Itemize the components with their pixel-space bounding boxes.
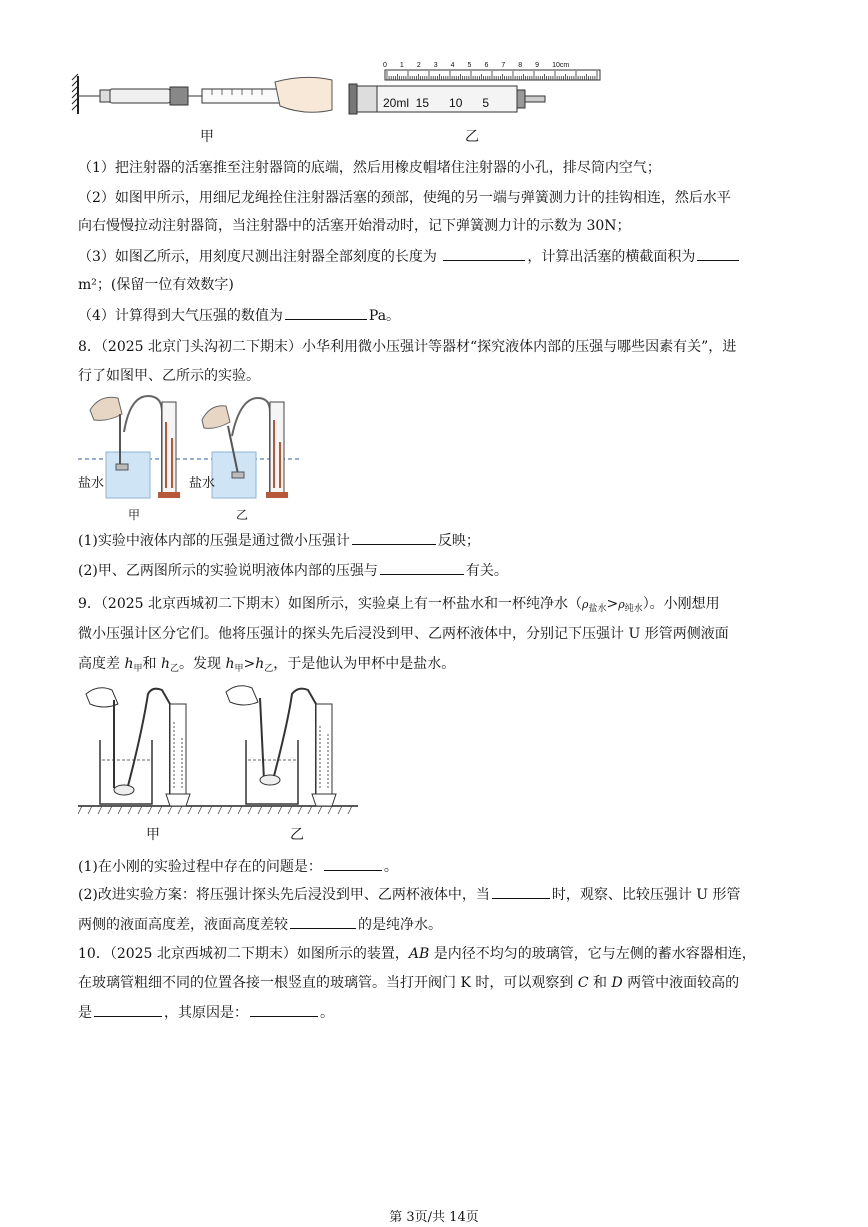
- q8-stem-line2: 行了如图甲、乙所示的实验。: [78, 368, 260, 384]
- q9-sub2-text: (2)改进实验方案：将压强计探头先后浸没到甲、乙两杯液体中，当: [78, 887, 490, 903]
- subscript-a: 甲: [133, 664, 143, 674]
- q9-stem-line1: [78, 594, 720, 619]
- q10-line3-mid: ，其原因是：: [164, 1005, 248, 1021]
- ruler-number: 0: [383, 62, 387, 69]
- h-symbol: h: [124, 656, 134, 672]
- q9-sub1-tail: 。: [383, 859, 398, 875]
- ruler-number: 2: [416, 62, 421, 69]
- q7-step4: [78, 305, 400, 326]
- pressure-gauge-figure-q9: [78, 682, 358, 822]
- greater-than: >: [606, 596, 619, 612]
- q9-figure-label-a: 甲: [146, 827, 160, 843]
- ruler-number: 4: [450, 62, 455, 69]
- q10-line2-text: 在玻璃管粗细不同的位置各接一根竖直的玻璃管。当打开阀门 K 时，可以观察到: [78, 975, 578, 991]
- subscript-a: 甲: [234, 664, 244, 674]
- q7-step3-text: （3）如图乙所示，用刻度尺测出注射器全部刻度的长度为: [78, 249, 442, 265]
- q9-stem-text: 9．（2025 北京西城初二下期末）如图所示，实验桌上有一杯盐水和一杯纯净水（: [78, 596, 582, 612]
- q9-figure-label-b: 乙: [290, 827, 304, 843]
- q9-stem-tail: ）。小刚想用: [642, 596, 720, 612]
- q9-sub2-line1: [78, 884, 741, 905]
- q7-step4-unit: Pa。: [368, 308, 401, 324]
- q9-stem-line3: [78, 654, 455, 679]
- greater-than: >: [243, 656, 256, 672]
- q8-figure-label-b: 乙: [236, 508, 249, 522]
- q9-sub2-line2: [78, 914, 442, 935]
- q7-step2-line2: 向右慢慢拉动注射器筒，当注射器中的活塞开始滑动时，记下弹簧测力计的示数为 30N；: [78, 218, 631, 234]
- ruler-number: 3: [433, 62, 438, 69]
- answer-blank[interactable]: [697, 246, 739, 261]
- h-symbol: h: [225, 656, 235, 672]
- rho-symbol: ρ: [618, 598, 625, 611]
- and-text: 和: [588, 975, 612, 991]
- q9-stem-line2: 微小压强计区分它们。他将压强计的探头先后浸没到甲、乙两杯液体中，分别记下压强计 U 形管两侧液面: [78, 626, 729, 642]
- q7-step3-line1: [78, 246, 741, 267]
- syringe-b-scale-text: 20ml 15 10 5: [383, 96, 490, 110]
- q10-stem-line1: [78, 944, 756, 964]
- q10-stem-line2: [78, 973, 739, 993]
- ruler-number: 5: [467, 62, 472, 69]
- h-symbol: h: [255, 656, 265, 672]
- q7-step1: （1）把注射器的活塞推至注射器筒的底端，然后用橡皮帽堵住注射器的小孔，排尽筒内空气；: [78, 160, 661, 176]
- answer-blank[interactable]: [324, 856, 382, 871]
- q8-liquid-label-a: 盐水: [78, 476, 105, 491]
- answer-blank[interactable]: [290, 914, 356, 929]
- figure-label-a: 甲: [200, 129, 214, 145]
- q8-figure-label-a: 甲: [128, 508, 141, 522]
- q8-sub2-text: (2)甲、乙两图所示的实验说明液体内部的压强与: [78, 563, 378, 579]
- q10-line3-text: 是: [78, 1005, 92, 1021]
- q8-sub1: [78, 530, 480, 551]
- q8-sub1-text: (1)实验中液体内部的压强是通过微小压强计: [78, 533, 350, 549]
- q8-stem-line1: 8．（2025 北京门头沟初二下期末）小华利用微小压强计等器材“探究液体内部的压强与哪些因素有关”，进: [78, 339, 737, 355]
- pressure-gauge-figure-q8: [78, 392, 300, 514]
- q9-sub1-text: (1)在小刚的实验过程中存在的问题是：: [78, 859, 322, 875]
- ruler-number: 6: [484, 62, 489, 69]
- rho-symbol: ρ: [581, 598, 589, 611]
- q10-stem-line3: [78, 1002, 334, 1023]
- subscript-pure: 纯水: [624, 604, 643, 614]
- answer-blank[interactable]: [285, 305, 367, 320]
- q7-step4-text: （4）计算得到大气压强的数值为: [78, 308, 283, 324]
- q9-line3-text: 高度差: [78, 656, 125, 672]
- q10-text: 10．（2025 北京西城初二下期末）如图所示的装置，: [78, 946, 409, 962]
- label-c: C: [577, 975, 589, 991]
- answer-blank[interactable]: [352, 530, 436, 545]
- q8-sub2: [78, 560, 508, 581]
- syringe-figure-b: [345, 62, 615, 124]
- q8-liquid-label-b: 盐水: [189, 476, 216, 491]
- h-symbol: h: [160, 656, 170, 672]
- q10-text-tail: 是内径不均匀的玻璃管，它与左侧的蓄水容器相连，: [429, 946, 756, 962]
- answer-blank[interactable]: [443, 246, 525, 261]
- subscript-salt: 盐水: [588, 604, 607, 614]
- q7-step2-line1: （2）如图甲所示，用细尼龙绳拴住注射器活塞的颈部，使绳的另一端与弹簧测力计的挂钩相连，然后水平: [78, 190, 731, 206]
- ruler-number: 7: [501, 62, 506, 69]
- found-text: 。发现: [179, 656, 226, 672]
- ruler-number: 8: [518, 62, 523, 69]
- q9-sub1: [78, 856, 398, 877]
- ruler-numbers: [383, 62, 569, 69]
- q9-sub2-tail: 时，观察、比较压强计 U 形管: [551, 887, 741, 903]
- answer-blank[interactable]: [94, 1002, 162, 1017]
- answer-blank[interactable]: [492, 884, 550, 899]
- page-footer: 第 3页/共 14页: [389, 1210, 479, 1225]
- syringe-figure-a: [70, 70, 340, 128]
- ruler-number: 9: [535, 62, 540, 69]
- q10-line2-tail: 两管中液面较高的: [622, 975, 740, 991]
- q8-sub2-tail: 有关。: [465, 563, 508, 579]
- answer-blank[interactable]: [380, 560, 464, 575]
- ruler-number: 10cm: [552, 62, 570, 69]
- q9-line3-tail: ，于是他认为甲杯中是盐水。: [273, 656, 456, 672]
- q7-step3-text-mid: ，计算出活塞的横截面积为: [527, 249, 696, 265]
- q9-sub2-line2-tail: 的是纯净水。: [358, 917, 442, 933]
- label-d: D: [611, 975, 623, 991]
- label-ab: AB: [408, 946, 430, 962]
- ruler-number: 1: [399, 62, 404, 69]
- q7-step3-line2: m²；(保留一位有效数字): [78, 277, 234, 293]
- figure-label-b: 乙: [465, 129, 479, 145]
- answer-blank[interactable]: [250, 1002, 318, 1017]
- q9-sub2-line2-text: 两侧的液面高度差，液面高度差较: [78, 917, 288, 933]
- q8-sub1-tail: 反映；: [437, 533, 480, 549]
- subscript-b: 乙: [169, 664, 179, 674]
- subscript-b: 乙: [264, 664, 274, 674]
- q10-line3-tail: 。: [320, 1005, 334, 1021]
- and-text: 和: [142, 656, 161, 672]
